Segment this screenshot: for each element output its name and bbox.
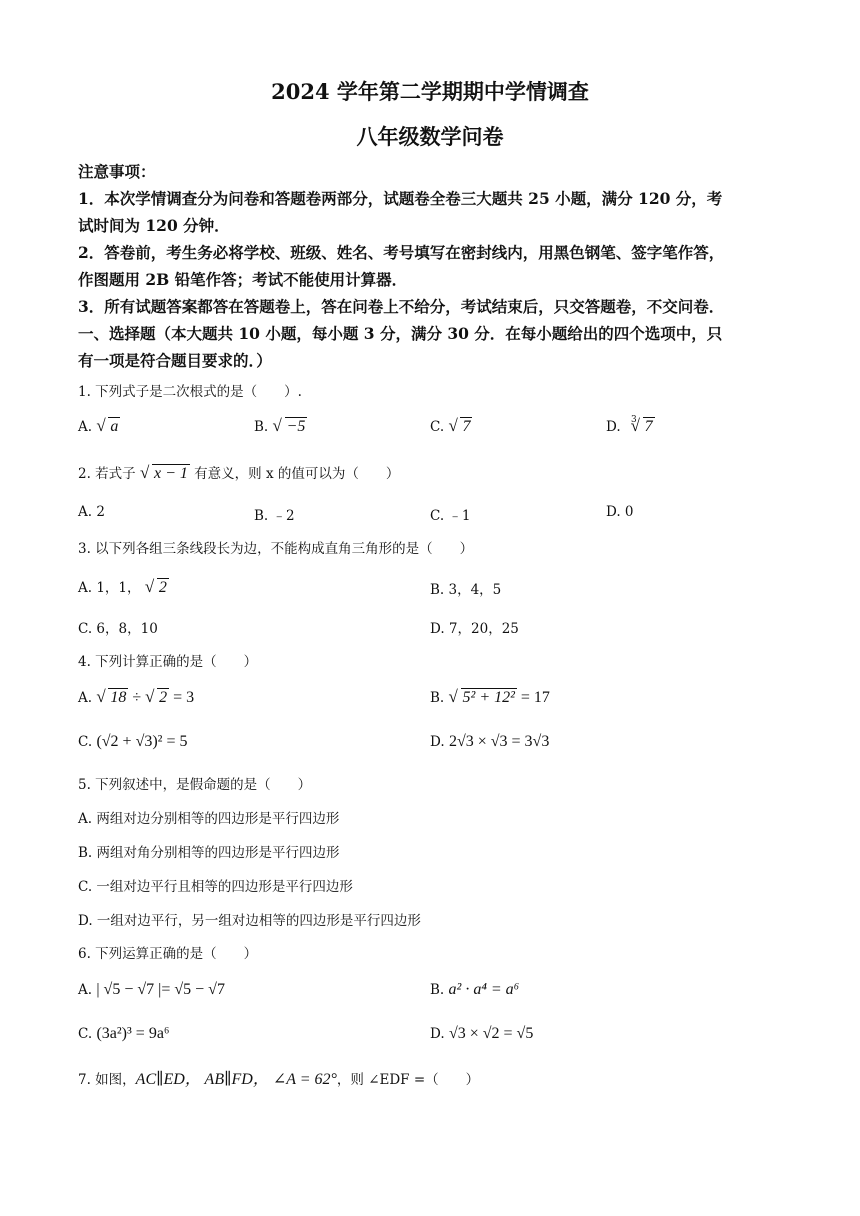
q1-option-c-label: C. [430, 419, 445, 435]
q4-option-b-result: = 17 [516, 689, 550, 706]
q6-option-b [430, 981, 519, 999]
notes-heading: 注意事项： [78, 162, 156, 181]
q6-option-c-label: C. [78, 1026, 93, 1042]
notes-item-2-line-2: 作图题用 2B 铅笔作答；考试不能使用计算器． [78, 270, 408, 289]
q2-option-c: C. ﹣1 [430, 508, 471, 524]
q2-option-d: D. 0 [606, 504, 634, 520]
q6-option-b-label: B. [430, 982, 445, 998]
q6-option-a [78, 981, 225, 999]
q3-stem: 3. 以下列各组三条线段长为边，不能构成直角三角形的是（ ） [78, 541, 474, 557]
q1-option-d-label: D. [606, 419, 621, 435]
q6-option-d-expr: √3 × √2 = √5 [448, 1025, 534, 1042]
q6-stem: 6. 下列运算正确的是（ ） [78, 946, 258, 962]
q4-option-d-expr: 2√3 × √3 = 3√3 [448, 733, 550, 750]
q1-option-a [78, 418, 120, 436]
q1-option-c [430, 418, 472, 436]
q1-option-d [606, 414, 655, 436]
q2-stem-radical: √ x − 1 [140, 465, 190, 483]
q4-option-b-rad: √ 5² + 12² [449, 689, 517, 707]
notes-item-2-line-1: 2．答卷前，考生务必将学校、班级、姓名、考号填写在密封线内，用黑色钢笔、签字笔作答， [78, 243, 725, 262]
q1-option-d-index: 3 [630, 414, 637, 425]
q2-stem-pre: 2. 若式子 [78, 466, 136, 482]
q4-option-c [78, 733, 188, 751]
q1-option-b [254, 418, 307, 436]
notes-item-3: 3．所有试题答案都答在答题卷上，答在问卷上不给分，考试结束后，只交答题卷，不交问卷． [78, 297, 725, 316]
q4-option-a-rad2: √ 2 [145, 689, 169, 707]
q5-option-c: C. 一组对边平行且相等的四边形是平行四边形 [78, 879, 353, 895]
q3-option-d: D. 7，20，25 [430, 621, 519, 637]
q2-option-b: B. ﹣2 [254, 508, 295, 524]
q3-option-b: B. 3，4，5 [430, 582, 502, 598]
q1-stem: 1. 下列式子是二次根式的是（ ）. [78, 384, 302, 400]
q1-option-a-label: A. [78, 419, 93, 435]
exam-subtitle: 八年级数学问卷 [356, 124, 504, 149]
q3-option-a-label: A. 1，1， [78, 580, 141, 596]
q3-option-a-expr: √ 2 [145, 579, 169, 597]
q4-option-a-rad1: √ 18 [96, 689, 128, 707]
q6-option-a-expr: | √5 − √7 |= √5 − √7 [96, 981, 225, 998]
q7-stem-post: ，则 ∠EDF =（ ） [336, 1072, 480, 1088]
q4-option-c-expr: (√2 + √3)² = 5 [96, 733, 188, 750]
q5-option-a: A. 两组对边分别相等的四边形是平行四边形 [78, 811, 340, 827]
q5-stem: 5. 下列叙述中，是假命题的是（ ） [78, 777, 312, 793]
section1-heading-line-2: 有一项是符合题目要求的．） [78, 351, 272, 370]
q4-option-d-label: D. [430, 734, 445, 750]
q4-option-a [78, 689, 194, 707]
q4-option-a-label: A. [78, 690, 93, 706]
q1-option-d-expr: √ 7 [631, 418, 655, 436]
q7-stem-pre: 7. 如图， [78, 1072, 136, 1088]
q5-option-b: B. 两组对角分别相等的四边形是平行四边形 [78, 845, 340, 861]
q6-option-b-expr: a² · a⁴ = a⁶ [448, 981, 520, 998]
q4-stem: 4. 下列计算正确的是（ ） [78, 654, 258, 670]
q6-option-d [430, 1025, 533, 1043]
exam-title: 2024 学年第二学期期中学情调查 [271, 79, 589, 104]
q4-option-a-div: ÷ [128, 689, 146, 706]
q4-option-b [430, 689, 550, 707]
q3-option-a [78, 576, 169, 597]
q7-stem-math: AC∥ED， AB∥FD， ∠A = 62° [135, 1071, 337, 1088]
q1-option-c-expr: √ 7 [448, 418, 472, 436]
q1-option-b-label: B. [254, 419, 269, 435]
section1-heading-line-1: 一、选择题（本大题共 10 小题，每小题 3 分，满分 30 分．在每小题给出的四个选项中，只 [78, 324, 723, 343]
q2-stem-post: 有意义，则 x 的值可以为（ ） [194, 466, 400, 482]
q6-option-d-label: D. [430, 1026, 445, 1042]
q4-option-c-label: C. [78, 734, 93, 750]
q2-stem [78, 462, 399, 483]
q4-option-b-label: B. [430, 690, 445, 706]
q4-option-a-result: = 3 [169, 689, 195, 706]
notes-item-1-line-1: 1．本次学情调查分为问卷和答题卷两部分，试题卷全卷三大题共 25 小题，满分 120 分，考 [78, 189, 723, 208]
q4-option-d [430, 733, 549, 751]
q5-option-d: D. 一组对边平行，另一组对边相等的四边形是平行四边形 [78, 913, 421, 929]
q6-option-c [78, 1025, 170, 1043]
q6-option-c-expr: (3a²)³ = 9a⁶ [96, 1025, 170, 1042]
q7-stem [78, 1066, 479, 1089]
q1-option-b-expr: √ −5 [273, 418, 308, 436]
q6-option-a-label: A. [78, 982, 93, 998]
notes-item-1-line-2: 试时间为 120 分钟． [78, 216, 230, 235]
q1-option-a-expr: √ a [96, 418, 120, 436]
q3-option-c: C. 6，8，10 [78, 621, 158, 637]
q2-option-a: A. 2 [78, 504, 105, 520]
